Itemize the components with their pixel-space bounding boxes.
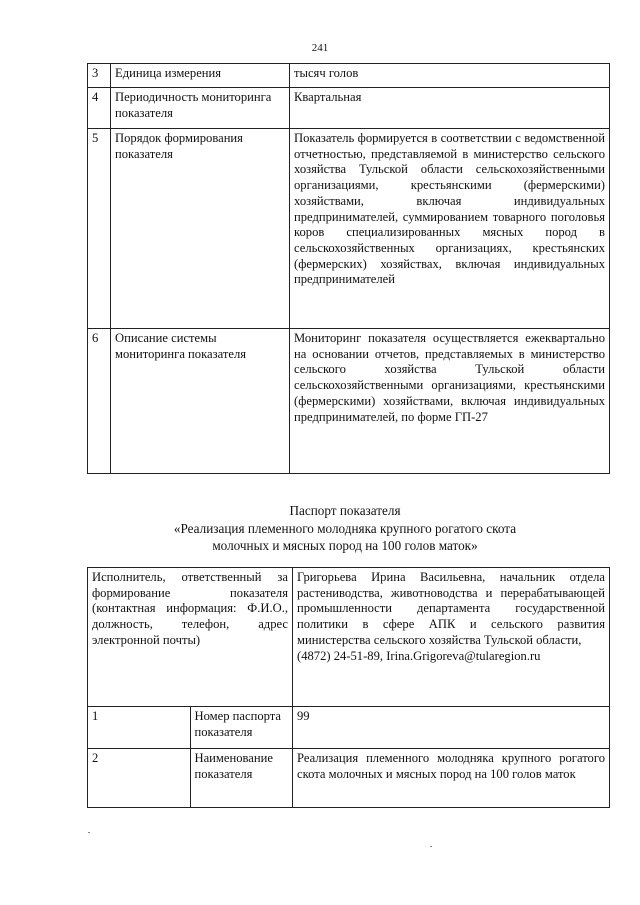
table-row [88, 707, 610, 749]
table-row [88, 749, 610, 808]
scan-speck [88, 832, 90, 833]
executor-value [293, 568, 610, 707]
row-label: Периодичность мониторинга показателя [111, 88, 290, 129]
passport-heading [60, 502, 630, 555]
row-value: Мониторинг показателя осуществляется ежеквартально на основании отчетов, представляемых в министерство сельского хозяйства Тульской области сельскохозяйственными организациями, крестьянскими (фермерскими) хозяйствами, включая индивидуальных предпринимателей, по форме ГП-27 [290, 329, 610, 474]
row-number: 3 [88, 64, 111, 88]
scan-speck [430, 846, 432, 847]
row-value: 99 [293, 707, 610, 749]
executor-row [88, 568, 610, 707]
passport-heading-name-line2: молочных и мясных пород на 100 голов маток» [212, 538, 478, 553]
row-value: тысяч голов [290, 64, 610, 88]
passport-heading-title: Паспорт показателя [289, 503, 401, 518]
table-row [88, 64, 610, 88]
row-value: Квартальная [290, 88, 610, 129]
row-number: 1 [88, 707, 191, 749]
executor-label: Исполнитель, ответственный за формирование показателя (контактная информация: Ф.И.О., должность, телефон, адрес электронной почты) [88, 568, 293, 707]
row-number: 5 [88, 129, 111, 329]
row-label: Описание системы мониторинга показателя [111, 329, 290, 474]
row-label: Номер паспорта показателя [190, 707, 293, 749]
row-number: 4 [88, 88, 111, 129]
page-number: 241 [311, 42, 329, 54]
indicator-passport-table [87, 567, 610, 808]
indicator-details-table [87, 63, 610, 474]
row-value: Реализация племенного молодняка крупного рогатого скота молочных и мясных пород на 100 голов маток [293, 749, 610, 808]
table-row [88, 329, 610, 474]
passport-heading-name-line1: «Реализация племенного молодняка крупного рогатого скота [173, 520, 517, 536]
row-label: Порядок формирования показателя [111, 129, 290, 329]
row-number: 6 [88, 329, 111, 474]
executor-details: Григорьева Ирина Васильевна, начальник отдела растениводства, животноводства и перерабатывающей промышленности департамента государственной политики в сфере АПК и сельского развития министерства сельского хозяйства Тульской области, [297, 570, 605, 647]
row-label: Единица измерения [111, 64, 290, 88]
row-value: Показатель формируется в соответствии с ведомственной отчетностью, представляемой в министерство сельского хозяйства Тульской области сельскохозяйственными организациями, крестьянскими (фермерскими) хозяйствами, включая индивидуальных предпринимателей, суммированием товарного поголовья коров специализированных мясных пород в сельскохозяйственных организациях, крестьянских (фермерских) хозяйствах, включая индивидуальных предпринимателей [290, 129, 610, 329]
row-number: 2 [88, 749, 191, 808]
table-row [88, 88, 610, 129]
table-row [88, 129, 610, 329]
executor-contact: (4872) 24-51-89, Irina.Grigoreva@tularegion.ru [297, 648, 541, 663]
row-label: Наименование показателя [190, 749, 293, 808]
